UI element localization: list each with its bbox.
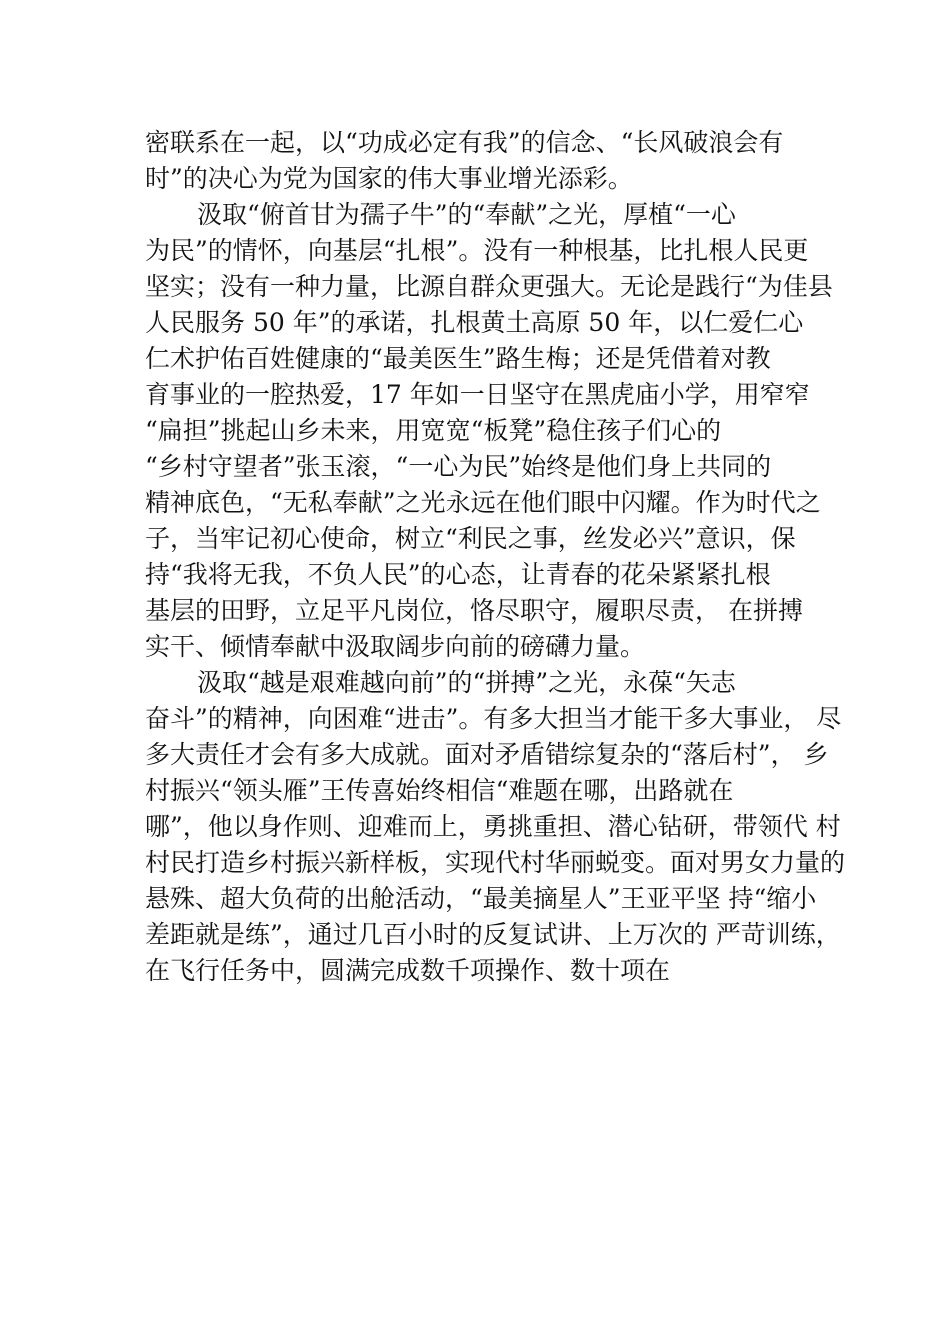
paragraph-start-line: 汲取“俯首甘为孺子牛”的“奉献”之光，厚植“一心: [197, 200, 736, 229]
text-line: 精神底色，“无私奉献”之光永远在他们眼中闪耀。作为时代之: [145, 488, 821, 517]
body-text: [145, 125, 845, 989]
text-line: 多大责任才会有多大成就。面对矛盾错综复杂的“落后村”， 乡: [145, 740, 829, 769]
text-line: 悬殊、超大负荷的出舱活动，“最美摘星人”王亚平坚 持“缩小: [145, 884, 817, 913]
text-line: 持“我将无我，不负人民”的心态，让青春的花朵紧紧扎根: [145, 560, 771, 589]
text-line: 哪”，他以身作则、迎难而上，勇挑重担、潜心钻研，带领代 村: [145, 812, 841, 841]
text-line: 奋斗”的精神，向困难“进击”。有多大担当才能干多大事业， 尽: [145, 704, 842, 733]
text-line: 子，当牢记初心使命，树立“利民之事，丝发必兴”意识，保: [145, 524, 796, 553]
text-line: 村民打造乡村振兴新样板，实现代村华丽蜕变。面对男女力量的: [145, 848, 846, 877]
text-line: 人民服务 50 年”的承诺，扎根黄土高原 50 年，以仁爱仁心: [145, 308, 804, 337]
text-line: “乡村守望者”张玉滚，“一心为民”始终是他们身上共同的: [145, 452, 772, 481]
text-line: 时”的决心为党为国家的伟大事业增光添彩。: [145, 164, 633, 193]
text-line: “扁担”挑起山乡未来，用宽宽“板凳”稳住孩子们心的: [145, 416, 722, 445]
text-line: 基层的田野，立足平凡岗位，恪尽职守，履职尽责， 在拼搏: [145, 596, 803, 625]
text-line: 村振兴“领头雁”王传喜始终相信“难题在哪，出路就在: [145, 776, 734, 805]
text-line: 坚实；没有一种力量，比源自群众更强大。无论是践行“为佳县: [145, 272, 833, 301]
paragraph-start-line: 汲取“越是艰难越向前”的“拼搏”之光，永葆“矢志: [197, 668, 736, 697]
text-line: 在飞行任务中，圆满完成数千项操作、数十项在: [145, 956, 671, 985]
text-line: 实干、倾情奉献中汲取阔步向前的磅礴力量。: [145, 632, 646, 661]
text-line: 仁术护佑百姓健康的“最美医生”路生梅；还是凭借着对教: [145, 344, 771, 373]
text-line: 密联系在一起，以“功成必定有我”的信念、“长风破浪会有: [145, 128, 784, 157]
text-line: 为民”的情怀，向基层“扎根”。没有一种根基，比扎根人民更: [145, 236, 809, 265]
text-line: 差距就是练”，通过几百小时的反复试讲、上万次的 严苛训练，: [145, 920, 841, 949]
text-line: 育事业的一腔热爱，17 年如一日坚守在黑虎庙小学，用窄窄: [145, 380, 810, 409]
